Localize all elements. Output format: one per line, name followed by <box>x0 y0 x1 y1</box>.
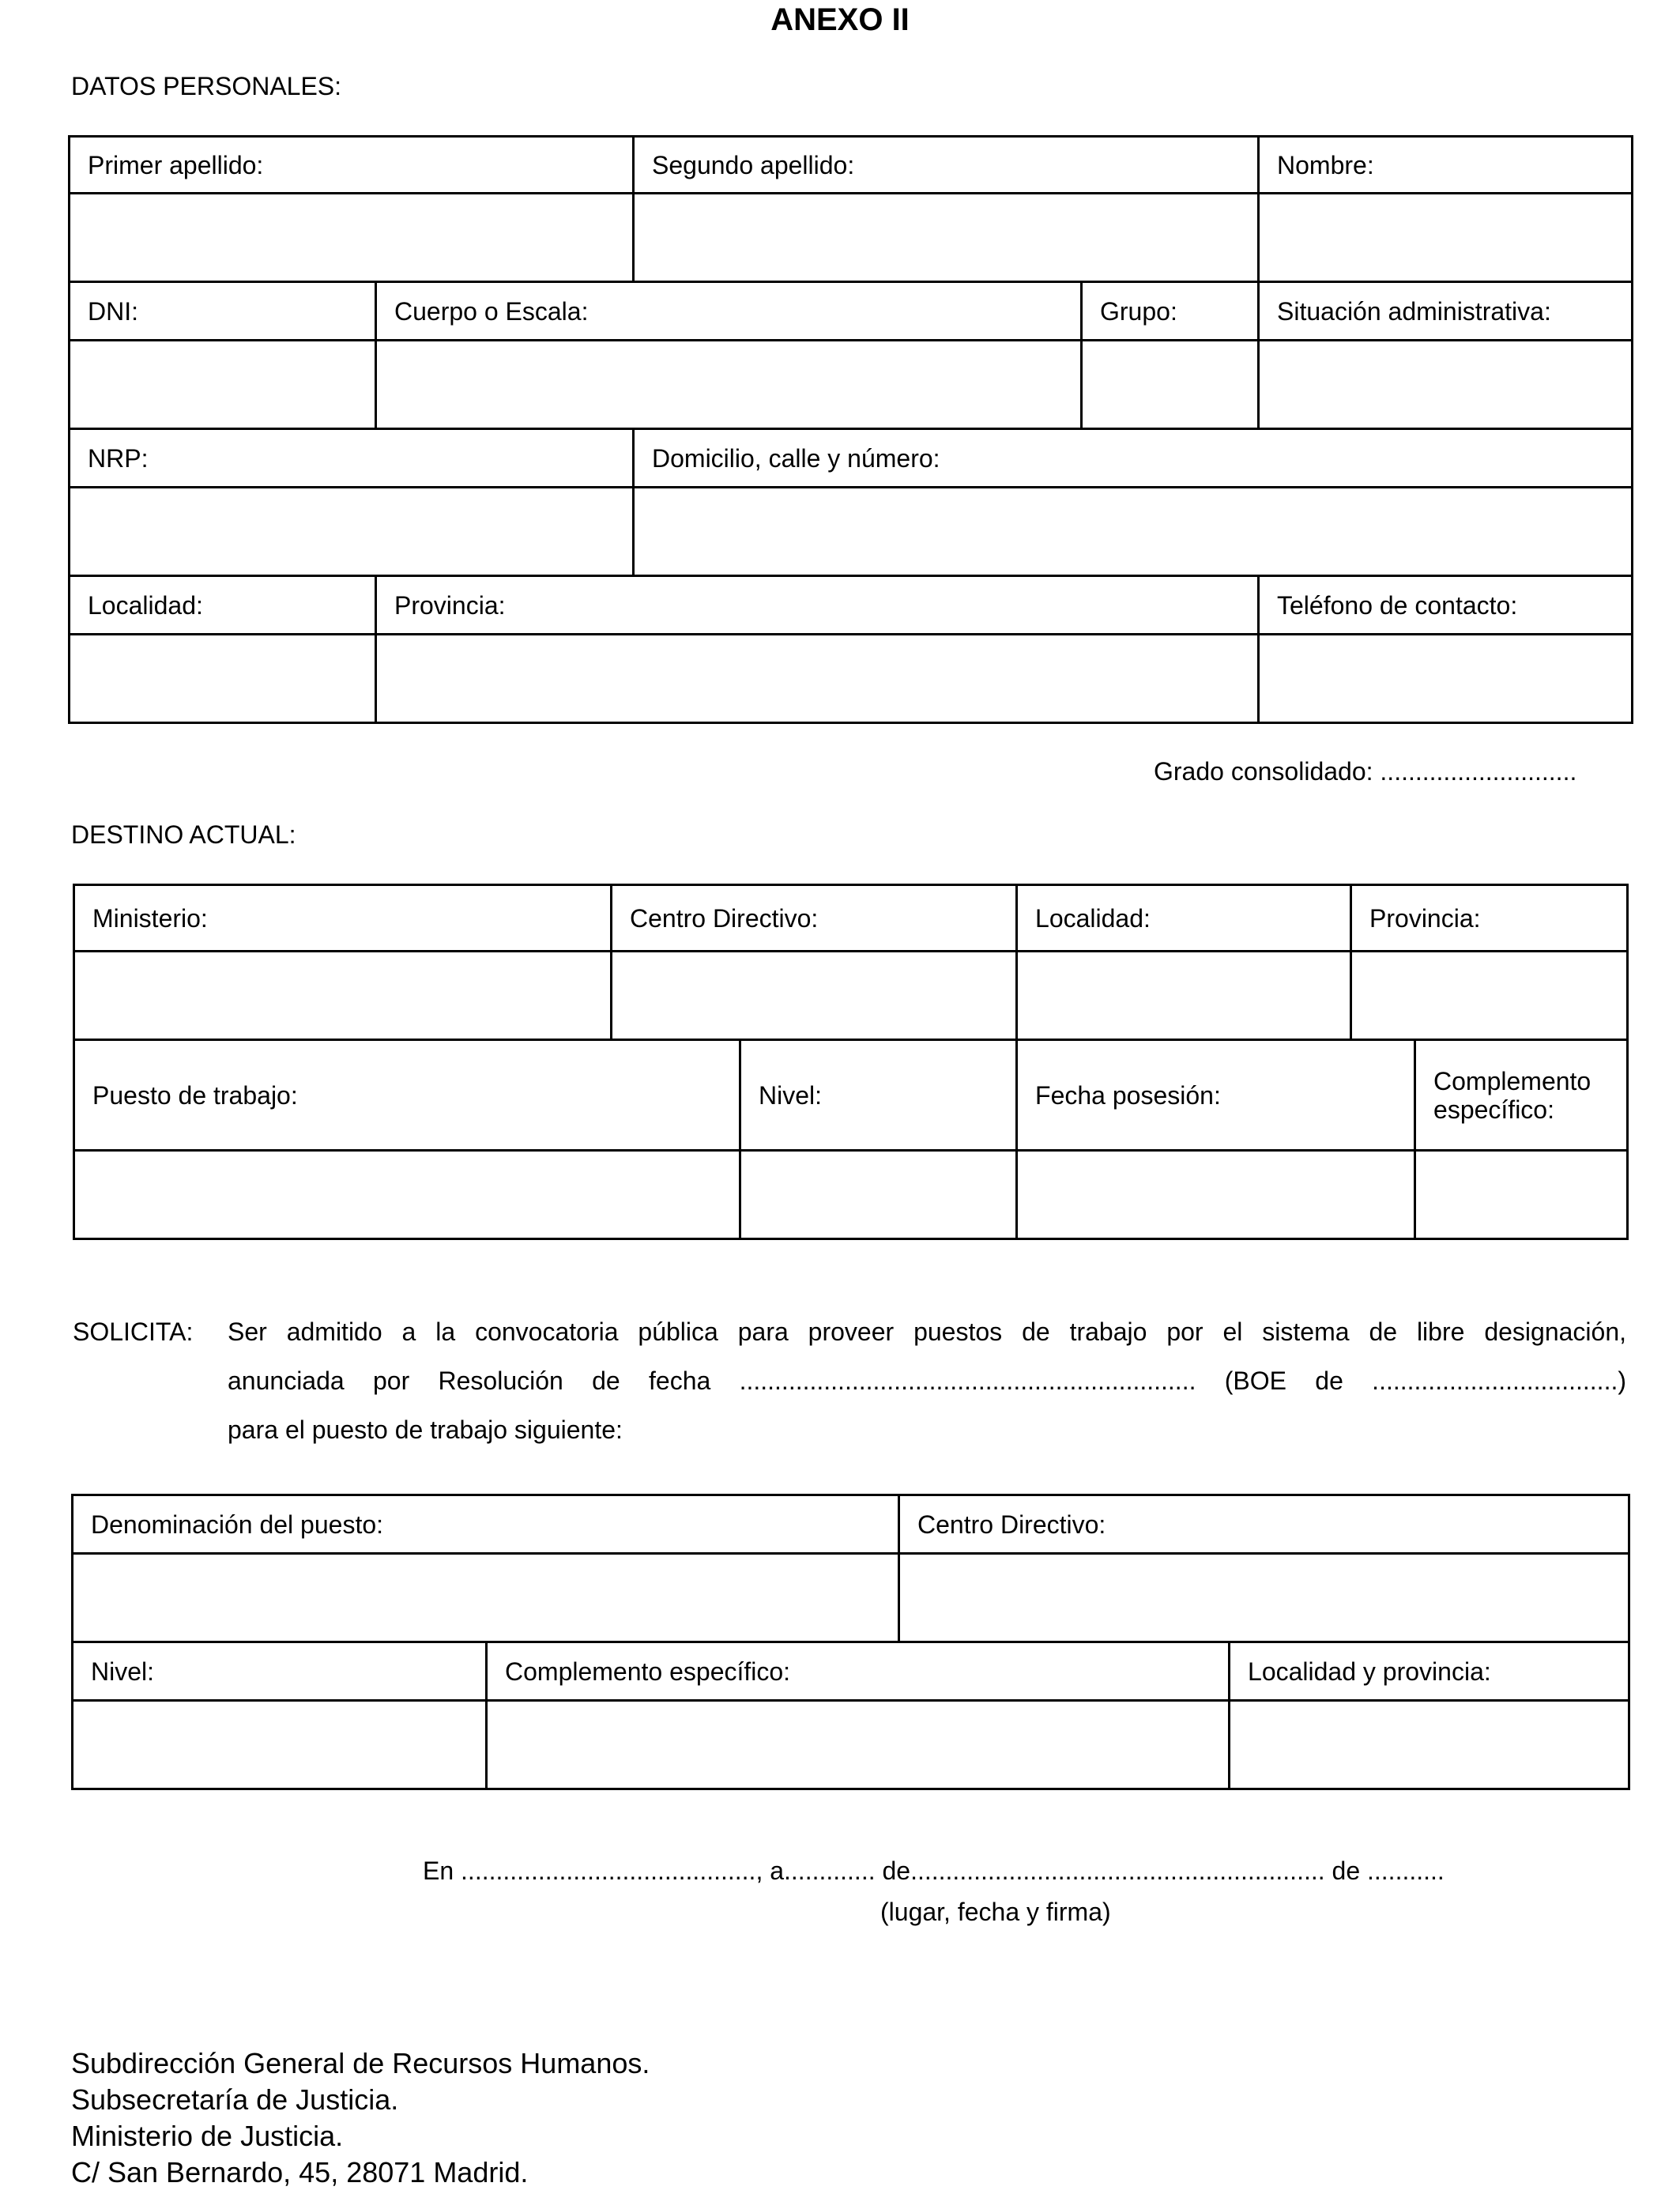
field-segundo-apellido[interactable] <box>634 194 1259 282</box>
complemento-line-1: Complemento <box>1433 1066 1591 1095</box>
label-localidad-destino: Localidad: <box>1017 885 1351 952</box>
label-primer-apellido: Primer apellido: <box>70 137 634 194</box>
label-provincia-destino: Provincia: <box>1351 885 1628 952</box>
label-complemento-especifico-solicitado: Complemento específico: <box>487 1642 1230 1701</box>
footer-line: Subsecretaría de Justicia. <box>71 2083 399 2116</box>
label-centro-directivo: Centro Directivo: <box>612 885 1017 952</box>
label-telefono: Teléfono de contacto: <box>1259 576 1633 635</box>
footer-address <box>71 2045 650 2191</box>
field-nrp[interactable] <box>70 488 634 576</box>
label-ministerio: Ministerio: <box>74 885 612 952</box>
field-provincia-destino[interactable] <box>1351 952 1628 1040</box>
destino-actual-table <box>73 884 1629 1240</box>
field-localidad[interactable] <box>70 635 376 723</box>
field-nivel-solicitado[interactable] <box>73 1701 487 1789</box>
destino-actual-heading: DESTINO ACTUAL: <box>71 820 296 849</box>
grado-consolidado: Grado consolidado: ............................ <box>1154 757 1577 786</box>
label-localidad: Localidad: <box>70 576 376 635</box>
field-complemento-especifico-solicitado[interactable] <box>487 1701 1230 1789</box>
solicita-line-2: anunciada por Resolución de fecha ................................................................. (BOE de ...................................) <box>228 1367 1626 1395</box>
solicita-label: SOLICITA: <box>73 1318 194 1346</box>
field-localidad-destino[interactable] <box>1017 952 1351 1040</box>
complemento-line-2: específico: <box>1433 1095 1554 1124</box>
field-puesto-trabajo[interactable] <box>74 1151 740 1239</box>
field-dni[interactable] <box>70 341 376 429</box>
label-cuerpo-escala: Cuerpo o Escala: <box>376 282 1082 341</box>
label-nivel-destino: Nivel: <box>740 1040 1017 1151</box>
field-complemento-especifico-destino[interactable] <box>1415 1151 1628 1239</box>
footer-line: Ministerio de Justicia. <box>71 2120 344 2152</box>
label-denominacion-puesto: Denominación del puesto: <box>73 1495 899 1554</box>
label-nivel-solicitado: Nivel: <box>73 1642 487 1701</box>
field-situacion-administrativa[interactable] <box>1259 341 1633 429</box>
field-cuerpo-escala[interactable] <box>376 341 1082 429</box>
datos-personales-table <box>68 135 1633 724</box>
field-denominacion-puesto[interactable] <box>73 1554 899 1642</box>
label-localidad-provincia: Localidad y provincia: <box>1230 1642 1629 1701</box>
datos-personales-heading: DATOS PERSONALES: <box>71 72 342 100</box>
label-centro-directivo-solicitado: Centro Directivo: <box>899 1495 1629 1554</box>
label-nombre: Nombre: <box>1259 137 1633 194</box>
field-nombre[interactable] <box>1259 194 1633 282</box>
solicita-line-3: para el puesto de trabajo siguiente: <box>228 1416 623 1444</box>
label-domicilio: Domicilio, calle y número: <box>634 429 1633 488</box>
firma-line: En .........................................., a............. de........................................................... de ........... <box>423 1857 1445 1885</box>
label-dni: DNI: <box>70 282 376 341</box>
field-telefono[interactable] <box>1259 635 1633 723</box>
field-ministerio[interactable] <box>74 952 612 1040</box>
field-provincia[interactable] <box>376 635 1259 723</box>
label-nrp: NRP: <box>70 429 634 488</box>
field-fecha-posesion[interactable] <box>1017 1151 1415 1239</box>
field-domicilio[interactable] <box>634 488 1633 576</box>
field-nivel-destino[interactable] <box>740 1151 1017 1239</box>
footer-line: C/ San Bernardo, 45, 28071 Madrid. <box>71 2156 529 2188</box>
footer-line: Subdirección General de Recursos Humanos. <box>71 2047 650 2079</box>
label-provincia: Provincia: <box>376 576 1259 635</box>
label-situacion-administrativa: Situación administrativa: <box>1259 282 1633 341</box>
solicita-line-1: Ser admitido a la convocatoria pública para proveer puestos de trabajo por el sistema de libre designación, <box>228 1318 1626 1346</box>
puesto-solicitado-table <box>71 1494 1630 1790</box>
firma-caption: (lugar, fecha y firma) <box>880 1898 1111 1926</box>
field-grupo[interactable] <box>1082 341 1259 429</box>
label-grupo: Grupo: <box>1082 282 1259 341</box>
field-primer-apellido[interactable] <box>70 194 634 282</box>
label-segundo-apellido: Segundo apellido: <box>634 137 1259 194</box>
label-complemento-especifico-destino <box>1415 1040 1628 1151</box>
label-fecha-posesion: Fecha posesión: <box>1017 1040 1415 1151</box>
field-localidad-provincia[interactable] <box>1230 1701 1629 1789</box>
page-title: ANEXO II <box>770 2 910 37</box>
field-centro-directivo-solicitado[interactable] <box>899 1554 1629 1642</box>
field-centro-directivo[interactable] <box>612 952 1017 1040</box>
label-puesto-trabajo: Puesto de trabajo: <box>74 1040 740 1151</box>
